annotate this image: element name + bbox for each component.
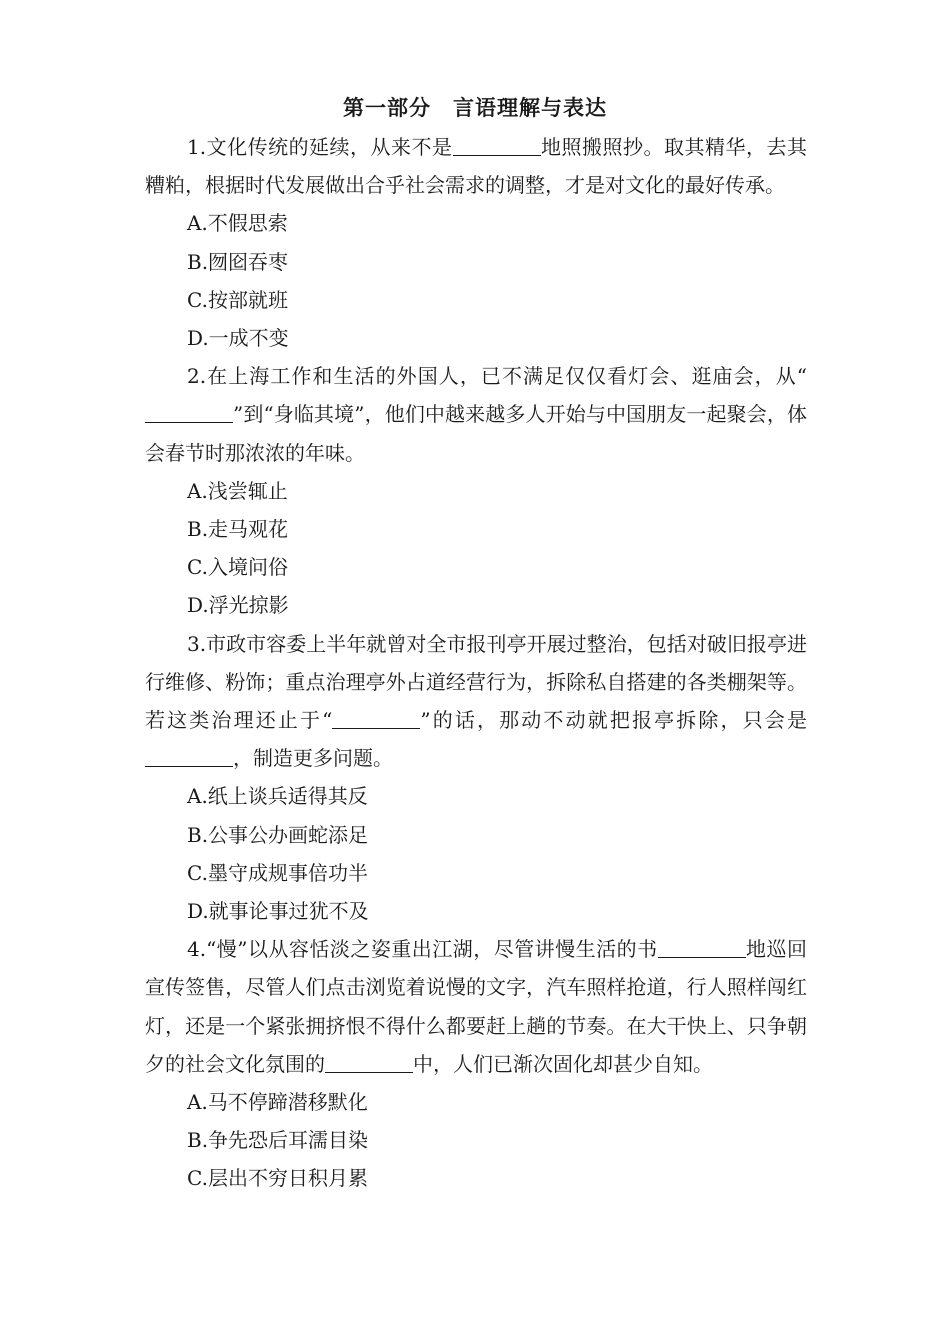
- question-1-text-2: 地照搬照抄。取其精华，去其糟粕，根据时代发展做出合乎社会需求的调整，才是对文化的最好传承。: [145, 135, 807, 198]
- fill-blank: [145, 746, 233, 767]
- question-3-option-c: C.墨守成规事倍功半: [187, 860, 368, 885]
- question-1-option-d: D.一成不变: [187, 326, 289, 351]
- question-2-text-2: ”到“身临其境”，他们中越来越多人开始与中国朋友一起聚会，体会春节时那浓浓的年味。: [145, 402, 807, 465]
- fill-blank: [325, 1052, 413, 1073]
- question-1-text-1: 1.文化传统的延续，从来不是: [187, 135, 453, 159]
- question-3-option-a: A.纸上谈兵适得其反: [187, 784, 368, 809]
- question-3-text-2: ”的话，那动不动就把报亭拆除，只会是: [420, 708, 807, 733]
- question-4-text-2: 地巡回宣传签售，尽管人们点击浏览着说慢的文字，汽车照样抢道，行人照样闯红灯，还是一个紧张拥挤恨不得什么都要赶上趟的节奏。在大干快上、只争朝夕的社会文化氛围的: [145, 937, 808, 1076]
- fill-blank: [658, 937, 746, 958]
- question-3-stem: [145, 625, 807, 778]
- fill-blank: [453, 135, 541, 156]
- question-4-option-c: C.层出不穷日积月累: [187, 1166, 368, 1191]
- question-1-stem: [145, 128, 807, 204]
- question-2-option-c: C.入境问俗: [187, 555, 288, 580]
- question-1-option-b: B.囫囵吞枣: [187, 249, 289, 274]
- question-3-text-1: 3.市政市容委上半年就曾对全市报刊亭开展过整治，包括对破旧报亭进行维修、粉饰；重点治理亭外占道经营行为，拆除私自搭建的各类棚架等。若这类治理还止于“: [145, 631, 807, 733]
- question-2-option-a: A.浅尝辄止: [187, 478, 288, 503]
- question-4-option-b: B.争先恐后耳濡目染: [187, 1128, 369, 1153]
- question-4-stem: [145, 930, 807, 1083]
- question-4-text-3: 中，人们已渐次固化却甚少自知。: [413, 1051, 713, 1076]
- question-1-option-c: C.按部就班: [187, 287, 288, 312]
- question-2-stem: [145, 357, 807, 472]
- question-1-option-a: A.不假思索: [187, 211, 288, 236]
- question-2-option-d: D.浮光掠影: [187, 593, 289, 618]
- question-3-text-3: ，制造更多问题。: [233, 746, 393, 771]
- question-4-text-1: 4.“慢”以从容恬淡之姿重出江湖，尽管讲慢生活的书: [187, 937, 658, 962]
- section-title: 第一部分 言语理解与表达: [343, 96, 607, 120]
- question-2-text-1: 2.在上海工作和生活的外国人，已不满足仅仅看灯会、逛庙会，从“: [187, 364, 807, 389]
- questions-container: [145, 128, 807, 1198]
- question-3-option-b: B.公事公办画蛇添足: [187, 822, 369, 847]
- question-4-option-a: A.马不停蹄潜移默化: [187, 1090, 368, 1115]
- fill-blank: [332, 708, 420, 729]
- question-3-option-d: D.就事论事过犹不及: [187, 899, 369, 924]
- fill-blank: [145, 402, 233, 423]
- question-2-option-b: B.走马观花: [187, 517, 289, 542]
